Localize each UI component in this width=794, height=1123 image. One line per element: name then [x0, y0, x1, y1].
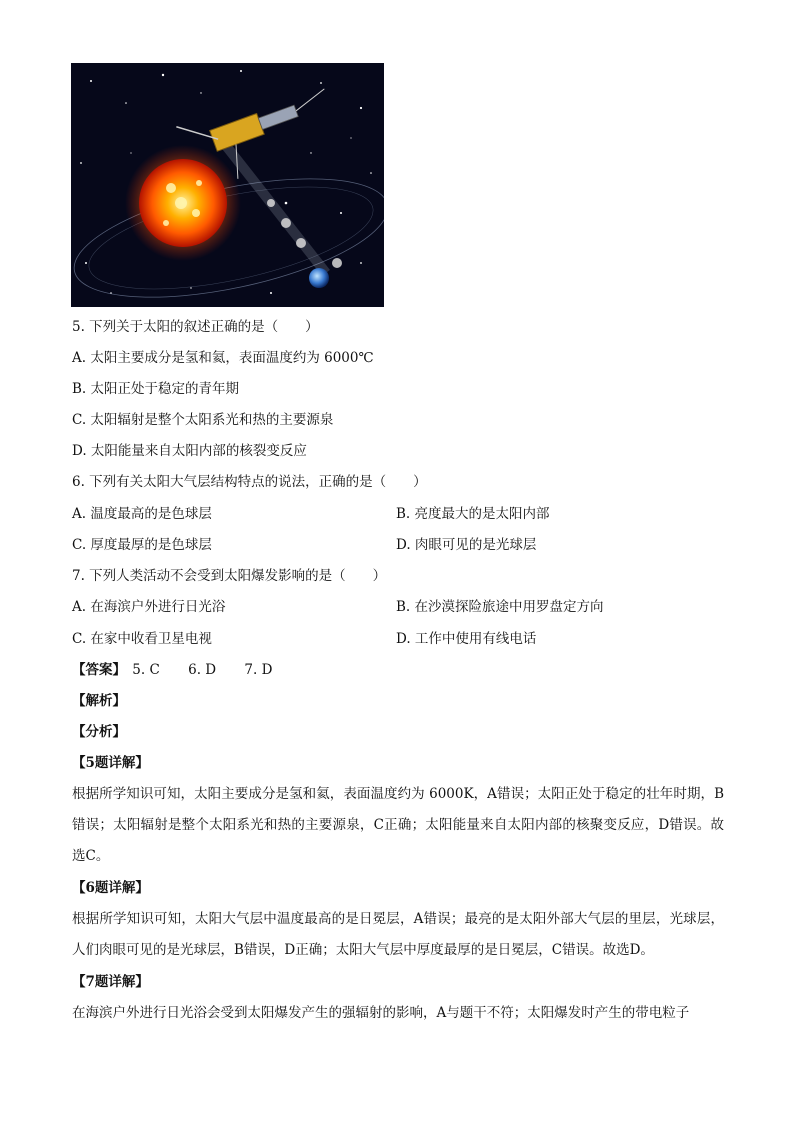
q7-option-b: B. 在沙漠探险旅途中用罗盘定方向 [396, 599, 604, 615]
answer-line [72, 660, 296, 680]
detail-5-text: 根据所学知识可知，太阳主要成分是氢和氦，表面温度约为 6000K，A错误；太阳正处于稳定的壮年时期，B错误；太阳辐射是整个太阳系光和热的主要源泉，C正确；太阳能量来自太阳内部的核聚变反应，D错误。故选C。 [72, 786, 724, 864]
q7-option-d: D. 工作中使用有线电话 [396, 631, 537, 647]
q5-option-d: D. 太阳能量来自太阳内部的核裂变反应 [72, 443, 307, 459]
answer-item: 5. C [132, 662, 160, 678]
q6-stem: 6. 下列有关太阳大气层结构特点的说法，正确的是（ ） [72, 474, 427, 490]
space-scene [71, 63, 384, 307]
q5-option-c: C. 太阳辐射是整个太阳系光和热的主要源泉 [72, 412, 334, 428]
detail-6-label: 【6题详解】 [72, 880, 149, 896]
q7-stem: 7. 下列人类活动不会受到太阳爆发影响的是（ ） [72, 568, 387, 584]
answer-label: 【答案】 [72, 662, 126, 678]
q6-option-b: B. 亮度最大的是太阳内部 [396, 506, 550, 522]
answer-item: 7. D [244, 662, 273, 678]
detail-6-text: 根据所学知识可知，太阳大气层中温度最高的是日冕层，A错误；最亮的是太阳外部大气层的里层，光球层，人们肉眼可见的是光球层，B错误，D正确；太阳大气层中厚度最厚的是日冕层，C错误。故选D。 [72, 911, 724, 958]
detail-7-text: 在海滨户外进行日光浴会受到太阳爆发产生的强辐射的影响，A与题干不符；太阳爆发时产生的带电粒子 [72, 1005, 690, 1021]
q7-option-c: C. 在家中收看卫星电视 [72, 631, 212, 647]
analysis-label: 【解析】 [72, 693, 126, 709]
earth [309, 268, 329, 288]
fenxi-label: 【分析】 [72, 724, 126, 740]
q5-option-a: A. 太阳主要成分是氢和氦，表面温度约为 6000℃ [72, 350, 374, 366]
q5-stem: 5. 下列关于太阳的叙述正确的是（ ） [72, 319, 319, 335]
q6-option-a: A. 温度最高的是色球层 [72, 506, 212, 522]
q7-option-a: A. 在海滨户外进行日光浴 [72, 599, 226, 615]
q6-option-d: D. 肉眼可见的是光球层 [396, 537, 537, 553]
q6-option-c: C. 厚度最厚的是色球层 [72, 537, 212, 553]
sun-satellite-illustration [71, 63, 384, 307]
detail-7-label: 【7题详解】 [72, 974, 149, 990]
detail-5-label: 【5题详解】 [72, 755, 149, 771]
q5-option-b: B. 太阳正处于稳定的青年期 [72, 381, 240, 397]
answer-item: 6. D [188, 662, 217, 678]
